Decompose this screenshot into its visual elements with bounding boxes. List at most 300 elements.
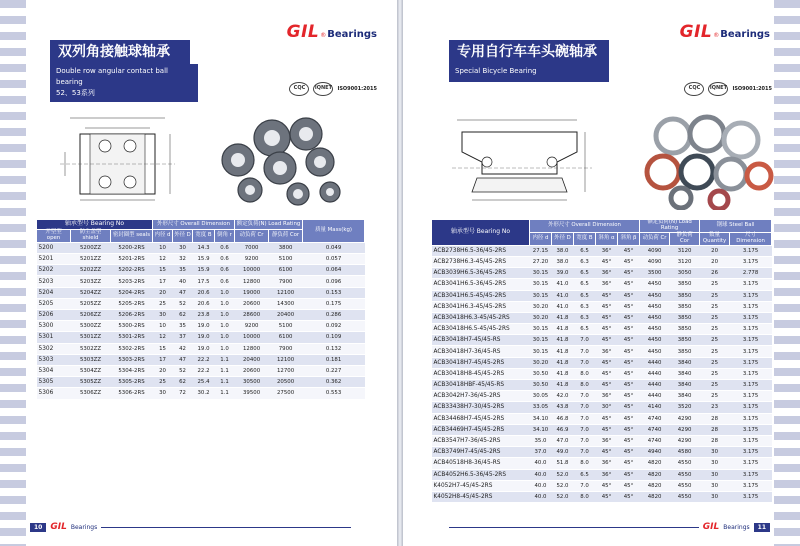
table-cell: 36° (596, 435, 618, 446)
table-cell: 20 (700, 245, 730, 256)
table-cell: 41.8 (552, 335, 574, 346)
left-spec-table (36, 219, 365, 400)
table-cell: 3.175 (730, 245, 772, 256)
table-cell: 6.5 (574, 324, 596, 335)
table-cell: 5302ZZ (71, 343, 111, 354)
table-cell: 19000 (235, 287, 269, 298)
table-row (37, 365, 365, 376)
table-cell: 4820 (640, 469, 670, 480)
table-cell: 3500 (640, 268, 670, 279)
table-cell: 4550 (670, 480, 700, 491)
table-cell: 35.0 (530, 435, 552, 446)
table-cell: 5200-2RS (111, 242, 153, 253)
table-cell: 45° (596, 335, 618, 346)
table-cell: 5300-2RS (111, 321, 153, 332)
table-row (432, 279, 772, 290)
table-cell: 4450 (640, 290, 670, 301)
table-cell: ACB30418H6.3-45/45-2RS (432, 312, 530, 323)
table-cell: 4740 (640, 413, 670, 424)
table-row (432, 335, 772, 346)
footer-brand: GIL (50, 522, 67, 532)
table-cell: 36° (596, 469, 618, 480)
table-cell: 30 (173, 242, 193, 253)
table-cell: 9200 (235, 254, 269, 265)
table-cell: 72 (173, 388, 193, 399)
table-cell: 41.8 (552, 346, 574, 357)
table-cell: 5203-2RS (111, 276, 153, 287)
table-cell: 5300 (37, 321, 71, 332)
table-cell: 30.15 (530, 268, 552, 279)
left-bearing-photo (210, 110, 350, 210)
table-row (37, 254, 365, 265)
table-cell: 23 (700, 402, 730, 413)
table-cell: 20600 (235, 365, 269, 376)
table-cell: 35 (173, 321, 193, 332)
table-cell: 32 (173, 254, 193, 265)
table-cell: 5204-2RS (111, 287, 153, 298)
table-cell: 45° (596, 480, 618, 491)
table-cell: 45° (596, 301, 618, 312)
th-inner-d: 内径 d (153, 230, 173, 243)
table-cell: 6.3 (574, 256, 596, 267)
table-cell: 7.0 (574, 335, 596, 346)
table-cell: 4440 (640, 357, 670, 368)
table-cell: 5303ZZ (71, 354, 111, 365)
table-cell: 0.109 (303, 332, 365, 343)
table-cell: ACB34469H7-45/45-2RS (432, 424, 530, 435)
table-cell: 3.175 (730, 402, 772, 413)
table-cell: 5301-2RS (111, 332, 153, 343)
table-cell: 27.20 (530, 256, 552, 267)
logo-brand: GIL (679, 22, 713, 42)
table-cell: 28 (700, 435, 730, 446)
table-cell: 5206 (37, 310, 71, 321)
table-cell: 12800 (235, 343, 269, 354)
table-row (432, 424, 772, 435)
table-cell: 4440 (640, 380, 670, 391)
table-cell: 45° (596, 290, 618, 301)
right-logo (680, 22, 770, 42)
table-row (432, 301, 772, 312)
iqnet-seal-icon: IQNET (313, 82, 333, 96)
table-cell: 45° (596, 447, 618, 458)
table-cell: 40.0 (530, 491, 552, 502)
table-cell: 30.15 (530, 335, 552, 346)
table-cell: 45° (596, 312, 618, 323)
table-cell: 42 (173, 343, 193, 354)
table-cell: 19.0 (193, 321, 215, 332)
table-cell: 45° (596, 357, 618, 368)
table-cell: 45° (596, 324, 618, 335)
table-cell: 3.175 (730, 469, 772, 480)
table-cell: 0.153 (303, 287, 365, 298)
table-cell: 4290 (670, 413, 700, 424)
table-cell: ACB3547H7-36/45-2RS (432, 435, 530, 446)
left-footer (30, 522, 351, 532)
table-cell: 33.05 (530, 402, 552, 413)
table-cell: 1.0 (215, 321, 235, 332)
table-cell: 1.0 (215, 343, 235, 354)
table-cell: K4052H7-45/45-2RS (432, 480, 530, 491)
table-cell: 40.0 (530, 458, 552, 469)
table-cell: 3840 (670, 368, 700, 379)
table-cell: 0.057 (303, 254, 365, 265)
logo-name: Bearings (720, 29, 770, 40)
table-cell: 5305-2RS (111, 377, 153, 388)
table-cell: 30.15 (530, 290, 552, 301)
table-cell: 45° (618, 447, 640, 458)
table-row (432, 346, 772, 357)
left-decor-stripes (0, 0, 26, 546)
table-row (432, 268, 772, 279)
table-cell: 3.175 (730, 290, 772, 301)
table-cell: 5100 (269, 321, 303, 332)
table-cell: 25 (700, 346, 730, 357)
table-cell: 10000 (235, 265, 269, 276)
table-cell: 3.175 (730, 279, 772, 290)
table-cell: 15 (153, 343, 173, 354)
table-cell: 5304-2RS (111, 365, 153, 376)
right-spec-table (431, 219, 772, 503)
table-cell: 7.0 (574, 413, 596, 424)
table-row (432, 256, 772, 267)
table-cell: 3850 (670, 312, 700, 323)
table-cell: 45° (596, 424, 618, 435)
table-cell: ACB30418H7-36/45-RS (432, 346, 530, 357)
table-cell: 30 (700, 480, 730, 491)
table-cell: 4090 (640, 245, 670, 256)
table-cell: 45° (618, 256, 640, 267)
table-row (37, 321, 365, 332)
table-cell: 36° (596, 268, 618, 279)
table-cell: 12100 (269, 287, 303, 298)
table-cell: 5301ZZ (71, 332, 111, 343)
table-cell: 49.0 (552, 447, 574, 458)
table-cell: 5204ZZ (71, 287, 111, 298)
table-cell: 20400 (269, 310, 303, 321)
table-cell: 30 (153, 310, 173, 321)
table-cell: 3800 (269, 242, 303, 253)
table-cell: 20500 (269, 377, 303, 388)
table-cell: 30 (700, 447, 730, 458)
table-cell: 5205ZZ (71, 298, 111, 309)
table-cell: 20.6 (193, 298, 215, 309)
table-cell: 5203 (37, 276, 71, 287)
table-cell: 10 (153, 321, 173, 332)
table-cell: 3120 (670, 256, 700, 267)
table-cell: 1.0 (215, 332, 235, 343)
th-ball-dimension: 尺寸 Dimension (730, 232, 772, 245)
table-cell: 25 (700, 368, 730, 379)
table-row (432, 391, 772, 402)
table-cell: 41.0 (552, 279, 574, 290)
table-cell: 7900 (269, 343, 303, 354)
th-static-load: 静负荷 Cor (269, 230, 303, 243)
logo-reg: ® (320, 32, 327, 39)
iso-label: ISO9001:2015 (732, 86, 772, 92)
table-cell: 20400 (235, 354, 269, 365)
table-cell: 45° (618, 301, 640, 312)
table-cell: ACB30418HBF-45/45-RS (432, 380, 530, 391)
right-bearing-drawing (447, 112, 597, 207)
table-cell: 45° (596, 368, 618, 379)
table-cell: 36° (596, 279, 618, 290)
table-cell: 7000 (235, 242, 269, 253)
table-cell: 10000 (235, 332, 269, 343)
table-cell: 43.8 (552, 402, 574, 413)
table-cell: 7.0 (574, 435, 596, 446)
table-cell: 6.3 (574, 312, 596, 323)
table-cell: 15 (153, 265, 173, 276)
table-cell: 41.8 (552, 368, 574, 379)
table-row (37, 265, 365, 276)
table-cell: 30 (700, 491, 730, 502)
table-cell: 15.9 (193, 265, 215, 276)
logo-reg: ® (713, 32, 720, 39)
footer-name: Bearings (723, 523, 750, 531)
table-cell: 36° (596, 346, 618, 357)
table-cell: 10 (153, 242, 173, 253)
table-row (37, 343, 365, 354)
table-cell: 25 (700, 335, 730, 346)
table-cell: 3.175 (730, 435, 772, 446)
table-cell: 4820 (640, 480, 670, 491)
table-cell: 41.0 (552, 301, 574, 312)
table-cell: 5305ZZ (71, 377, 111, 388)
footer-name: Bearings (70, 523, 98, 531)
table-cell: 0.096 (303, 276, 365, 287)
table-cell: ACB2738H6.3-45/45-2RS (432, 256, 530, 267)
th-width-b: 宽度 B (193, 230, 215, 243)
table-cell: 0.049 (303, 242, 365, 253)
table-cell: 5201-2RS (111, 254, 153, 265)
table-cell: 3520 (670, 402, 700, 413)
table-cell: 5303-2RS (111, 354, 153, 365)
table-cell: 1.1 (215, 388, 235, 399)
table-cell: 25 (700, 301, 730, 312)
table-cell: 3.175 (730, 447, 772, 458)
th-dynamic-load: 动负荷 Cr (235, 230, 269, 243)
table-cell: 41.8 (552, 324, 574, 335)
right-subtitle: Special Bicycle Bearing (449, 64, 609, 82)
table-cell: 3.175 (730, 480, 772, 491)
th-mass: 质量 Mass(kg) (303, 220, 365, 243)
table-cell: ACB30418H7-45/45-2RS (432, 357, 530, 368)
th-bearing-no: 轴承型号 Bearing No (432, 220, 530, 246)
table-cell: 28 (700, 413, 730, 424)
table-cell: 4740 (640, 424, 670, 435)
table-cell: ACB33438H7-30/45-2RS (432, 402, 530, 413)
table-cell: 20 (700, 256, 730, 267)
table-cell: 7.0 (574, 402, 596, 413)
table-row (432, 413, 772, 424)
th-dynamic-load: 动负荷 Cr (640, 232, 670, 245)
table-cell: 5100 (269, 254, 303, 265)
table-cell: 4290 (670, 435, 700, 446)
table-cell: 5302-2RS (111, 343, 153, 354)
table-cell: 3.175 (730, 301, 772, 312)
th-chamfer-r: 倒角 r (215, 230, 235, 243)
table-cell: 0.6 (215, 242, 235, 253)
th-load-rating: 额定负荷(N) Load Rating (640, 220, 700, 233)
table-cell: 0.132 (303, 343, 365, 354)
left-logo (287, 22, 377, 42)
table-cell: 45° (618, 279, 640, 290)
table-cell: 5201 (37, 254, 71, 265)
table-cell: 45° (618, 424, 640, 435)
left-page (0, 0, 397, 546)
table-cell: 40.0 (530, 480, 552, 491)
table-cell: 4740 (640, 435, 670, 446)
th-width-b: 宽度 B (574, 232, 596, 245)
th-ball-quantity: 数量 Quantity (700, 232, 730, 245)
table-cell: 25 (700, 391, 730, 402)
table-cell: 7.0 (574, 424, 596, 435)
right-page (403, 0, 800, 546)
table-cell: 25 (700, 357, 730, 368)
table-cell: 6.5 (574, 469, 596, 480)
table-cell: 40 (173, 276, 193, 287)
table-row (432, 402, 772, 413)
right-decor-stripes (774, 0, 800, 546)
left-page-number: 10 (30, 523, 46, 532)
table-cell: ACB4052H6.5-36/45-2RS (432, 469, 530, 480)
th-angle-beta: 斜角 β (618, 232, 640, 245)
table-cell: 30.20 (530, 301, 552, 312)
table-cell: 45° (618, 335, 640, 346)
table-cell: 12100 (269, 354, 303, 365)
table-cell: 20 (153, 365, 173, 376)
table-cell: ACB3041H6.3-45/45-2RS (432, 301, 530, 312)
table-cell: 3.175 (730, 424, 772, 435)
table-cell: 45° (618, 357, 640, 368)
table-cell: 34.10 (530, 424, 552, 435)
table-cell: 30.20 (530, 357, 552, 368)
table-cell: 5202ZZ (71, 265, 111, 276)
table-cell: 3850 (670, 335, 700, 346)
table-cell: 45° (618, 458, 640, 469)
table-cell: 5306 (37, 388, 71, 399)
table-cell: 38.0 (552, 245, 574, 256)
table-cell: 27500 (269, 388, 303, 399)
table-cell: 45° (596, 380, 618, 391)
th-seals: 密封圈型 seals (111, 230, 153, 243)
table-row (37, 242, 365, 253)
table-cell: ACB2738H6.5-36/45-2RS (432, 245, 530, 256)
table-cell: 41.8 (552, 357, 574, 368)
th-angle-alpha: 斜角 α (596, 232, 618, 245)
iqnet-seal-icon: IQNET (708, 82, 728, 96)
table-cell: 35 (173, 265, 193, 276)
table-cell: 62 (173, 377, 193, 388)
table-cell: ACB30418H6.5-45/45-2RS (432, 324, 530, 335)
table-cell: 25 (700, 324, 730, 335)
table-cell: 27.15 (530, 245, 552, 256)
table-cell: 39.0 (552, 268, 574, 279)
footer-brand: GIL (702, 522, 720, 532)
table-cell: 7.0 (574, 357, 596, 368)
table-cell: 17.5 (193, 276, 215, 287)
table-cell: 12 (153, 254, 173, 265)
table-cell: 14.3 (193, 242, 215, 253)
table-cell: 22.2 (193, 365, 215, 376)
table-cell: 37 (173, 332, 193, 343)
table-cell: 3.175 (730, 380, 772, 391)
table-cell: 5202-2RS (111, 265, 153, 276)
table-cell: 30.15 (530, 279, 552, 290)
table-cell: 45° (618, 480, 640, 491)
table-cell: 0.175 (303, 298, 365, 309)
table-cell: 8.0 (574, 491, 596, 502)
table-cell: 30.15 (530, 346, 552, 357)
table-row (432, 469, 772, 480)
table-cell: ACB3749H7-45/45-2RS (432, 447, 530, 458)
th-dimension: 外形尺寸 Overall Dimension (153, 220, 235, 230)
table-cell: 46.9 (552, 424, 574, 435)
table-cell: 41.0 (552, 290, 574, 301)
th-shield: 防尘盖型 shield (71, 230, 111, 243)
table-cell: 3850 (670, 290, 700, 301)
table-cell: 34.10 (530, 413, 552, 424)
table-cell: 3840 (670, 391, 700, 402)
table-row (37, 354, 365, 365)
right-page-number: 11 (754, 523, 770, 532)
table-cell: 28600 (235, 310, 269, 321)
table-cell: 46.8 (552, 413, 574, 424)
table-cell: 5306ZZ (71, 388, 111, 399)
th-load-rating: 额定负荷(N) Load Rating (235, 220, 303, 230)
table-cell: 3.175 (730, 312, 772, 323)
table-cell: 1.0 (215, 298, 235, 309)
table-row (37, 377, 365, 388)
table-cell: 1.1 (215, 354, 235, 365)
table-row (432, 357, 772, 368)
table-cell: 0.064 (303, 265, 365, 276)
table-cell: 17 (153, 354, 173, 365)
table-cell: 42.0 (552, 391, 574, 402)
table-cell: 5206ZZ (71, 310, 111, 321)
table-cell: 8.0 (574, 380, 596, 391)
table-cell: 1.0 (215, 287, 235, 298)
table-cell: 25 (700, 279, 730, 290)
cqc-seal-icon: CQC (289, 82, 309, 96)
table-cell: 45° (618, 402, 640, 413)
table-cell: 3850 (670, 346, 700, 357)
table-cell: 4550 (670, 491, 700, 502)
table-cell: 45° (618, 346, 640, 357)
table-cell: 17 (153, 276, 173, 287)
table-cell: 45° (618, 290, 640, 301)
cqc-seal-icon: CQC (684, 82, 704, 96)
table-cell: 3.175 (730, 346, 772, 357)
table-cell: 45° (618, 245, 640, 256)
left-subtitle-line1: Double row angular contact ball bearing (56, 67, 168, 86)
table-cell: 8.0 (574, 368, 596, 379)
table-cell: 45° (618, 268, 640, 279)
table-cell: 45° (618, 391, 640, 402)
th-outer-d: 外径 D (552, 232, 574, 245)
table-row (37, 388, 365, 399)
table-cell: 30 (700, 458, 730, 469)
table-cell: 62 (173, 310, 193, 321)
table-cell: 3120 (670, 245, 700, 256)
table-cell: 45° (618, 413, 640, 424)
table-cell: 51.8 (552, 458, 574, 469)
table-cell: 40.0 (530, 469, 552, 480)
footer-rule (449, 527, 699, 528)
table-cell: 45° (596, 413, 618, 424)
table-cell: 4450 (640, 324, 670, 335)
